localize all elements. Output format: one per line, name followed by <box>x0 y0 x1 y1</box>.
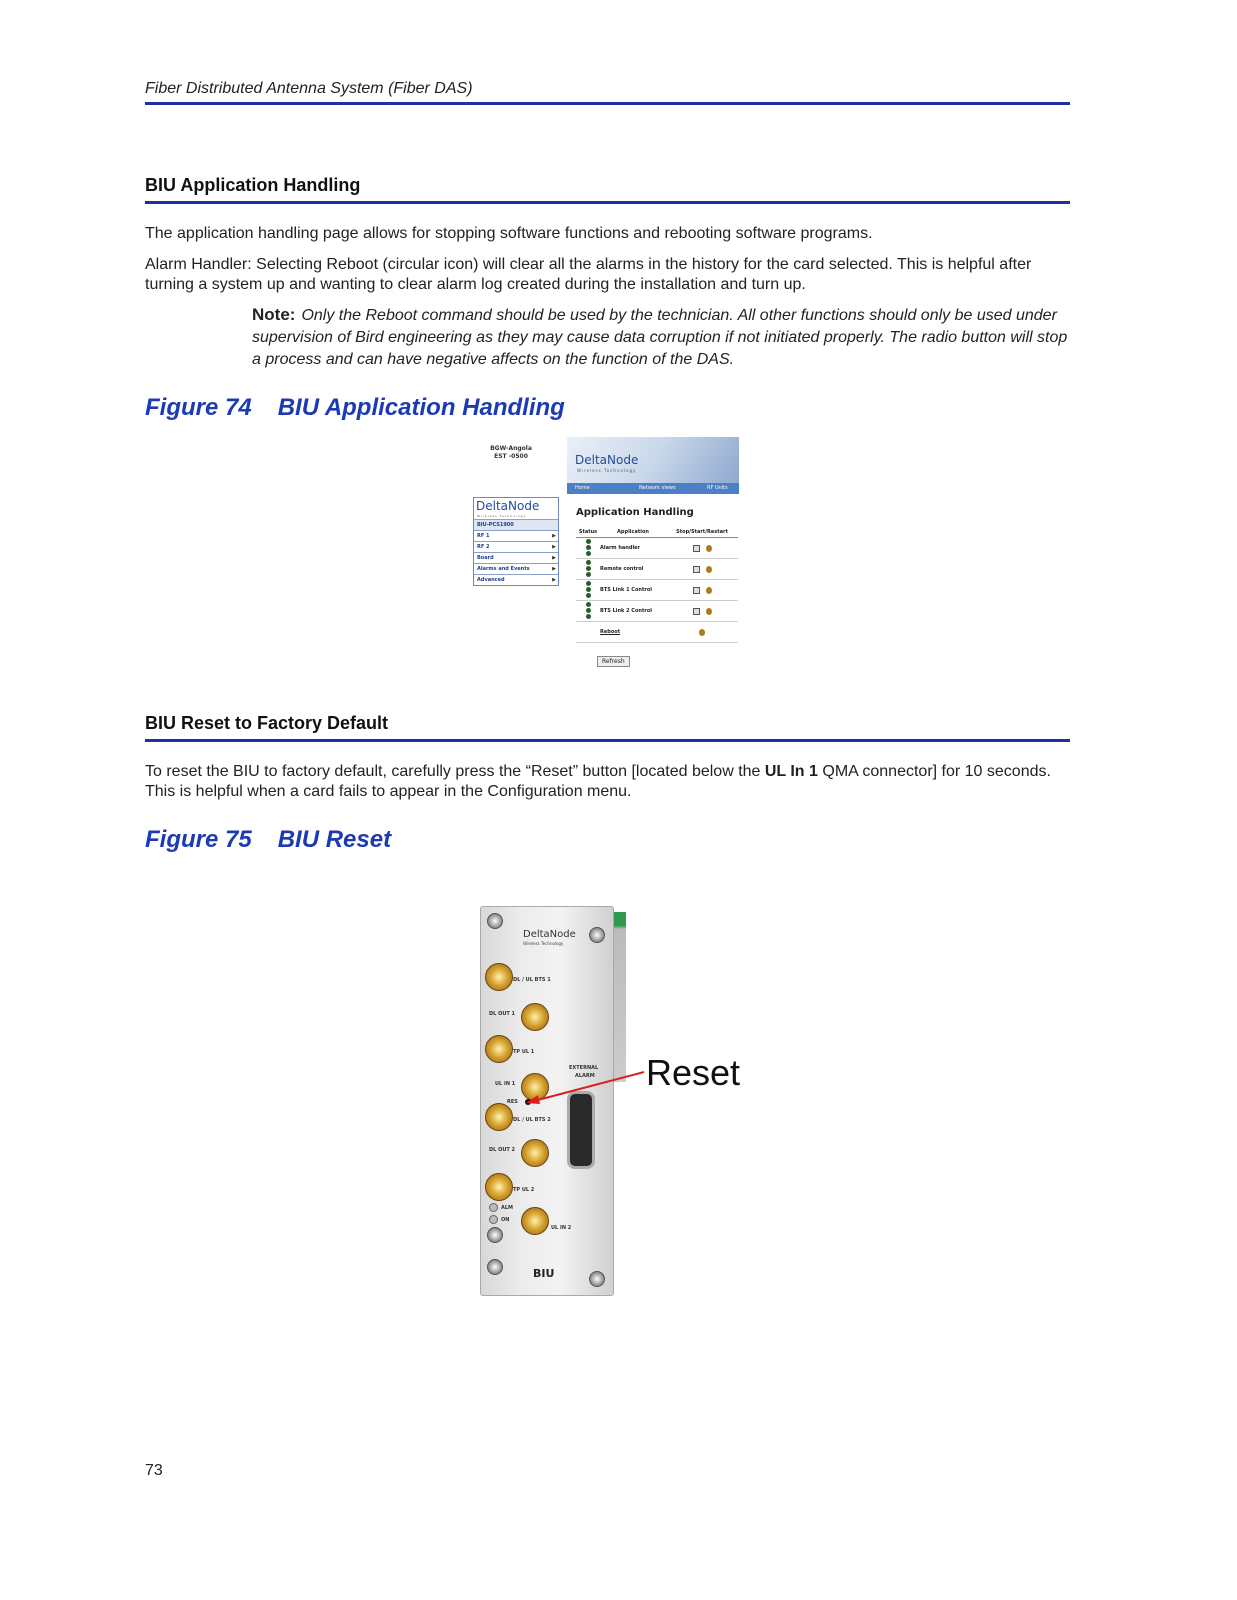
side-item-label: Advanced <box>477 577 505 583</box>
reboot-icon[interactable] <box>706 545 712 552</box>
page-title: Application Handling <box>576 507 694 518</box>
side-logo-subtitle: Wireless Technology <box>477 514 527 518</box>
section-rule <box>145 739 1070 742</box>
side-item-advanced[interactable] <box>474 574 558 585</box>
connector-icon <box>485 963 513 991</box>
figure-caption <box>145 826 391 854</box>
screw-icon <box>487 1227 503 1243</box>
table-row <box>576 580 738 601</box>
site-label <box>481 445 541 461</box>
header-rule <box>145 102 1070 105</box>
reboot-icon[interactable] <box>706 587 712 594</box>
led-label: ALM <box>501 1205 514 1211</box>
connector-icon <box>521 1003 549 1031</box>
app-name: Alarm handler <box>600 538 666 559</box>
arrow-right-icon: ▶ <box>552 566 556 572</box>
site-name: BGW-Angola <box>490 445 532 452</box>
stop-icon[interactable] <box>693 566 700 573</box>
note-block <box>252 304 1072 371</box>
side-logo: DeltaNode <box>476 499 540 513</box>
connector-label: EXTERNAL <box>569 1065 599 1071</box>
table-row <box>576 538 738 559</box>
app-name[interactable]: Reboot <box>600 622 666 643</box>
power-led-icon <box>489 1215 498 1224</box>
connector-icon <box>485 1103 513 1131</box>
note-label: Note: <box>252 305 296 324</box>
paragraph: The application handling page allows for stopping software functions and rebooting software programs. <box>145 225 873 242</box>
traffic-light-icon <box>585 580 592 598</box>
connector-label: RES <box>507 1099 518 1105</box>
section-rule <box>145 201 1070 204</box>
side-item-label: Alarms and Events <box>477 566 530 572</box>
paragraph <box>145 762 1070 802</box>
reset-callout-label: Reset <box>646 1052 741 1093</box>
stop-icon[interactable] <box>693 608 700 615</box>
column-header: Application <box>600 527 666 538</box>
card-pcb-edge <box>612 912 626 1082</box>
paragraph-text: QMA connector] for 10 seconds. This is helpful when a card fails to appear in the Configuration menu. <box>145 763 1051 800</box>
running-header: Fiber Distributed Antenna System (Fiber DAS) <box>145 80 473 97</box>
nav-network-views[interactable]: Network views <box>639 485 676 491</box>
figure-title: BIU Application Handling <box>277 394 565 421</box>
connector-label: TP UL 1 <box>513 1049 535 1055</box>
arrow-right-icon: ▶ <box>552 577 556 583</box>
traffic-light-icon <box>585 538 592 556</box>
card-name: BIU <box>533 1267 555 1280</box>
side-item-board[interactable] <box>474 552 558 563</box>
banner <box>567 437 739 483</box>
figure-caption <box>145 394 565 422</box>
screw-icon <box>487 1259 503 1275</box>
card-logo-subtitle: Wireless Technology <box>523 941 564 946</box>
connector-icon <box>485 1035 513 1063</box>
side-menu <box>473 497 559 586</box>
reboot-icon[interactable] <box>706 608 712 615</box>
app-handling-screenshot <box>471 437 741 669</box>
connector-label: DL / UL BTS 1 <box>513 977 551 983</box>
app-table <box>576 527 738 643</box>
connector-label: TP UL 2 <box>513 1187 535 1193</box>
reset-callout-arrow <box>520 1060 650 1110</box>
reboot-icon[interactable] <box>706 566 712 573</box>
connector-label: DL OUT 1 <box>489 1011 516 1017</box>
connector-label: UL IN 1 <box>495 1081 516 1087</box>
traffic-light-icon <box>585 601 592 619</box>
nav-rf-units[interactable]: RF Units <box>707 485 728 491</box>
section-heading-reset: BIU Reset to Factory Default <box>145 713 389 733</box>
note-text: Only the Reboot command should be used by the technician. All other functions should only be used under supervision of Bird engineering as they may cause data corruption if not initiated properly. The radio button will stop a process and can have negative affects on the function of the DAS. <box>252 307 1068 368</box>
connector-icon <box>521 1139 549 1167</box>
connector-label: ALARM <box>575 1073 595 1079</box>
figure-number: Figure 75 <box>145 826 252 853</box>
screw-icon <box>589 927 605 943</box>
site-timezone: EST -0500 <box>494 453 528 460</box>
side-item-biu[interactable] <box>474 519 558 530</box>
app-name: Remote control <box>600 559 666 580</box>
connector-icon <box>485 1173 513 1201</box>
side-item-alarms[interactable] <box>474 563 558 574</box>
connector-icon <box>521 1207 549 1235</box>
led-label: ON <box>501 1217 510 1223</box>
side-item-label: BIU-PCS1900 <box>477 522 514 528</box>
table-row <box>576 559 738 580</box>
side-item-label: RF 1 <box>477 533 490 539</box>
connector-label: DL OUT 2 <box>489 1147 516 1153</box>
alarm-led-icon <box>489 1203 498 1212</box>
figure-number: Figure 74 <box>145 394 252 421</box>
arrow-right-icon: ▶ <box>552 555 556 561</box>
stop-icon[interactable] <box>693 587 700 594</box>
app-name: BTS Link 1 Control <box>600 580 666 601</box>
paragraph: Alarm Handler: Selecting Reboot (circular icon) will clear all the alarms in the history for the card selected. This is helpful after turning a system up and wanting to clear alarm log created during the installation and turn up. <box>145 256 1032 293</box>
app-name: BTS Link 2 Control <box>600 601 666 622</box>
traffic-light-icon <box>585 559 592 577</box>
table-row <box>576 601 738 622</box>
connector-label: UL IN 2 <box>551 1225 572 1231</box>
connector-name: UL In 1 <box>764 763 818 780</box>
column-header: Status <box>576 527 600 538</box>
side-item-label: RF 2 <box>477 544 490 550</box>
deltanode-logo: DeltaNode <box>575 453 639 467</box>
column-header: Stop/Start/Restart <box>666 527 738 538</box>
arrow-right-icon: ▶ <box>552 533 556 539</box>
section-heading-app-handling: BIU Application Handling <box>145 175 361 195</box>
side-item-rf1[interactable] <box>474 530 558 541</box>
nav-home[interactable]: Home <box>575 485 590 491</box>
table-row <box>576 622 738 643</box>
arrow-right-icon: ▶ <box>552 544 556 550</box>
page-number: 73 <box>145 1462 163 1479</box>
logo-subtitle: Wireless Technology <box>577 468 637 473</box>
paragraph-text: To reset the BIU to factory default, carefully press the “Reset” button [located below the <box>145 763 765 780</box>
nav-bar <box>567 483 739 494</box>
side-item-rf2[interactable] <box>474 541 558 552</box>
side-item-label: Board <box>477 555 494 561</box>
figure-title: BIU Reset <box>277 826 392 853</box>
stop-icon[interactable] <box>693 545 700 552</box>
screw-icon <box>487 913 503 929</box>
reboot-icon[interactable] <box>699 629 705 636</box>
card-logo: DeltaNode <box>523 929 576 940</box>
connector-label: DL / UL BTS 2 <box>513 1117 551 1123</box>
screw-icon <box>589 1271 605 1287</box>
refresh-button[interactable]: Refresh <box>597 656 630 667</box>
